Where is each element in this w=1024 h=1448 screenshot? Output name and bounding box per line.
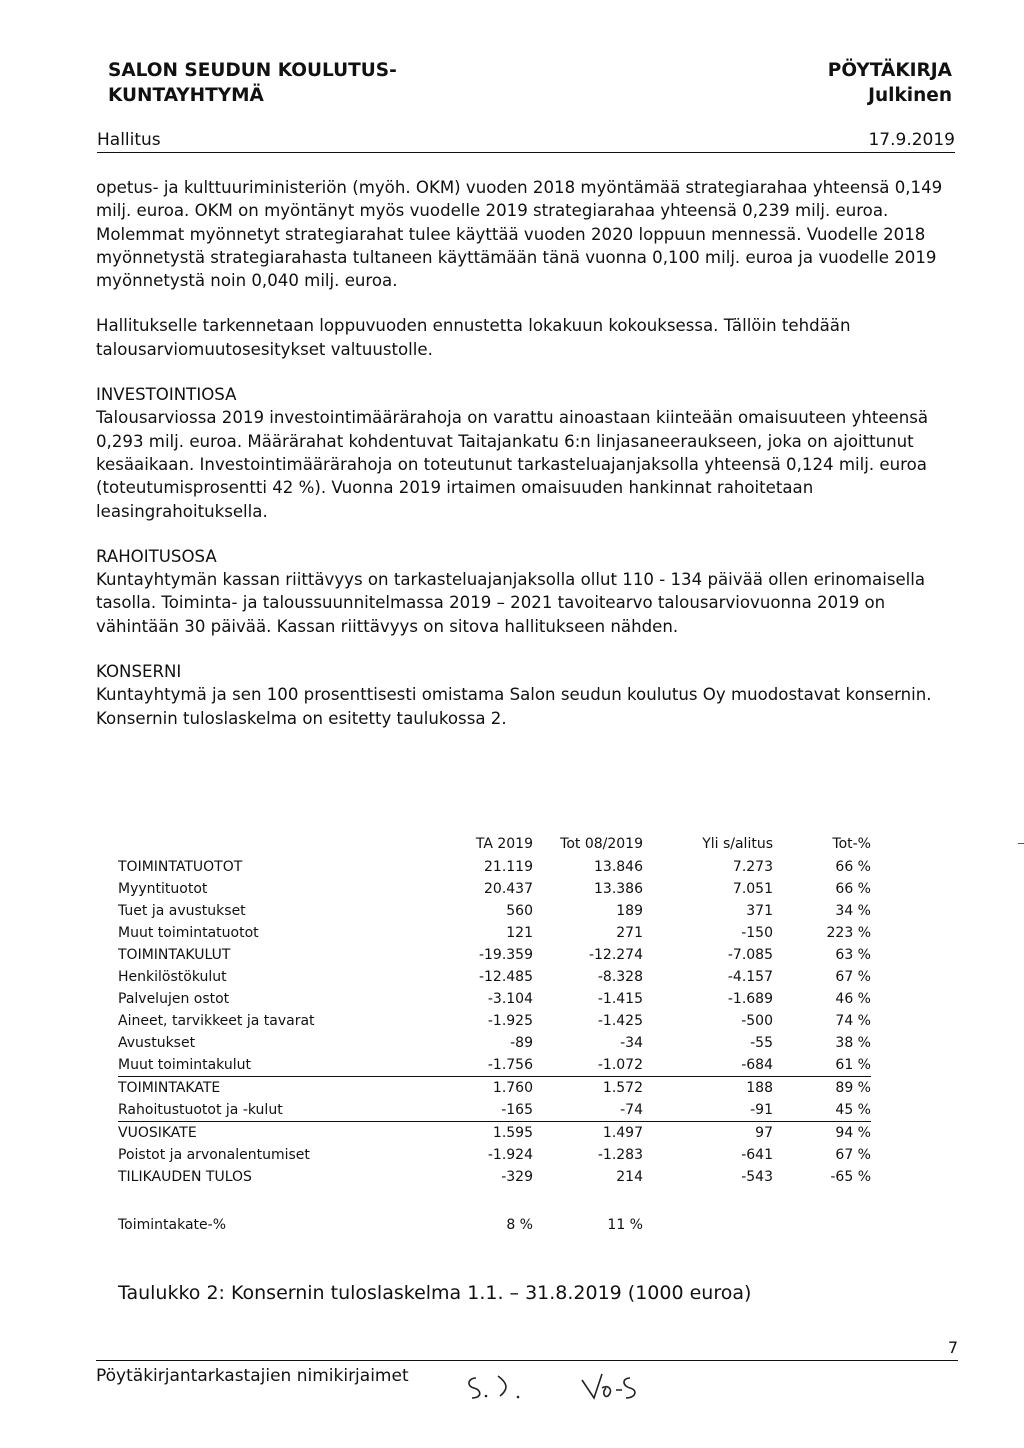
cell: -34 — [620, 1035, 643, 1051]
cell: 271 — [616, 925, 643, 941]
cell: -91 — [643, 1099, 773, 1122]
column-header: Tot 08/2019 — [560, 836, 643, 852]
table-row — [118, 1010, 871, 1032]
cell: -641 — [741, 1147, 773, 1163]
paragraph-text: Kuntayhtymän kassan riittävyys on tarkasteluajanjaksolla ollut 110 - 134 päivää ollen erinomaisella tasolla. Toiminta- ja taloussuunnitelmassa 2019 – 2021 tavoitearvo talousarviovuonna 2019 on vähintään 30 päivää. Kassan riittävyys on sitova hallitukseen nähden. — [96, 570, 926, 636]
table-caption: Taulukko 2: Konsernin tuloslaskelma 1.1. – 31.8.2019 (1000 euroa) — [118, 1282, 752, 1304]
cell: -165 — [453, 1099, 533, 1122]
cell: -4.157 — [727, 969, 773, 985]
table-header-row — [118, 832, 871, 856]
section-heading: INVESTOINTIOSA — [96, 385, 237, 405]
doc-type-label: PÖYTÄKIRJA — [827, 60, 952, 81]
table-row — [118, 1144, 871, 1166]
row-label: TOIMINTAKULUT — [118, 947, 231, 963]
cell: 560 — [506, 903, 533, 919]
cell: 188 — [746, 1080, 773, 1096]
cell: -543 — [741, 1169, 773, 1185]
paragraph-text: opetus- ja kulttuuriministeriön (myöh. OKM) vuoden 2018 myöntämää strategiarahaa yhteensä 0,149 milj. euroa. OKM on myöntänyt myös vuodelle 2019 strategiarahaa yhteensä 0,239 milj. euroa. Molemmat myönnetyt strategiarahat tulee käyttää vuoden 2020 loppuun mennessä. Vuodelle 2018 myönnetystä strategiarahasta tultaneen käyttämään tänä vuonna 0,100 milj. euroa ja vuodelle 2019 myönnetystä noin 0,040 milj. euroa. — [96, 178, 943, 291]
table-row — [118, 1122, 871, 1145]
table-row — [118, 1054, 871, 1077]
document-type — [828, 58, 952, 108]
paragraph-rahoitusosa — [96, 545, 966, 638]
row-label: TOIMINTAKATE — [118, 1080, 221, 1096]
row-label: Aineet, tarvikkeet ja tavarat — [118, 1013, 315, 1029]
cell: 74 % — [835, 1013, 871, 1029]
meeting-date: 17.9.2019 — [868, 130, 955, 150]
row-label: Tuet ja avustukset — [118, 903, 246, 919]
cell: -1.689 — [727, 991, 773, 1007]
cell: -7.085 — [727, 947, 773, 963]
cell: 189 — [616, 903, 643, 919]
income-statement-table — [118, 832, 871, 1236]
cell: 21.119 — [484, 859, 533, 875]
meeting-body: Hallitus — [97, 130, 161, 150]
cell: -74 — [533, 1099, 643, 1122]
cell: -500 — [741, 1013, 773, 1029]
column-header — [118, 832, 453, 856]
cell: 1.497 — [602, 1125, 643, 1141]
cell: 13.386 — [594, 881, 643, 897]
page-number: 7 — [947, 1338, 958, 1357]
row-label: Muut toimintatuotot — [118, 925, 259, 941]
cell: 13.846 — [594, 859, 643, 875]
paragraph — [96, 176, 966, 292]
body-text — [96, 176, 966, 752]
row-label: Henkilöstökulut — [118, 969, 227, 985]
cell: -1.072 — [533, 1054, 643, 1077]
cell: -1.415 — [597, 991, 643, 1007]
cell: -1.283 — [597, 1147, 643, 1163]
cell: 1.760 — [492, 1080, 533, 1096]
handwritten-initials — [462, 1360, 652, 1410]
cell: -1.924 — [487, 1147, 533, 1163]
table-row — [118, 922, 871, 944]
cell: 11 % — [607, 1217, 643, 1233]
edge-mark — [1018, 843, 1024, 844]
section-heading: KONSERNI — [96, 662, 182, 682]
cell: 223 % — [826, 925, 871, 941]
cell: 61 % — [773, 1054, 871, 1077]
cell: -12.274 — [588, 947, 643, 963]
org-line-1: SALON SEUDUN KOULUTUS- — [108, 60, 397, 81]
row-label: Myyntituotot — [118, 881, 208, 897]
table-row — [118, 966, 871, 988]
cell: -684 — [643, 1054, 773, 1077]
cell: 7.273 — [732, 859, 773, 875]
row-label: VUOSIKATE — [118, 1125, 197, 1141]
paragraph-text: Hallitukselle tarkennetaan loppuvuoden ennustetta lokakuun kokouksessa. Tällöin tehdään talousarviomuutosesitykset valtuustolle. — [96, 316, 851, 359]
column-header: TA 2019 — [475, 836, 533, 852]
table-row — [118, 878, 871, 900]
cell — [773, 1214, 871, 1236]
row-label: TOIMINTATUOTOT — [118, 859, 243, 875]
cell: 66 % — [835, 859, 871, 875]
cell: 7.051 — [732, 881, 773, 897]
cell: -1.925 — [487, 1013, 533, 1029]
table-row — [118, 900, 871, 922]
column-header: Tot-% — [832, 836, 871, 852]
row-label: TILIKAUDEN TULOS — [118, 1169, 252, 1185]
table-row — [118, 988, 871, 1010]
table-summary-row — [118, 1214, 871, 1236]
cell: -8.328 — [597, 969, 643, 985]
table-row — [118, 944, 871, 966]
cell: 1.595 — [492, 1125, 533, 1141]
cell: 67 % — [835, 969, 871, 985]
cell: -19.359 — [478, 947, 533, 963]
table-row — [118, 1032, 871, 1054]
table-row — [118, 1077, 871, 1100]
section-heading: RAHOITUSOSA — [96, 546, 217, 566]
row-label: Palvelujen ostot — [118, 991, 230, 1007]
cell: 121 — [506, 925, 533, 941]
cell: 66 % — [835, 881, 871, 897]
cell: -55 — [750, 1035, 773, 1051]
table-row — [118, 1166, 871, 1188]
cell: 38 % — [835, 1035, 871, 1051]
meeting-header-row — [97, 130, 955, 153]
cell: 34 % — [835, 903, 871, 919]
paragraph — [96, 314, 966, 361]
cell: -329 — [501, 1169, 533, 1185]
footer-label: Pöytäkirjantarkastajien nimikirjaimet — [96, 1366, 409, 1386]
cell: -89 — [510, 1035, 533, 1051]
cell — [643, 1214, 773, 1236]
paragraph-investointiosa — [96, 383, 966, 523]
cell: 67 % — [835, 1147, 871, 1163]
organization-name — [108, 58, 397, 108]
cell: -1.425 — [597, 1013, 643, 1029]
table-row — [118, 856, 871, 878]
cell: -65 % — [830, 1169, 871, 1185]
row-label: Muut toimintakulut — [118, 1054, 453, 1077]
cell: 371 — [746, 903, 773, 919]
cell: -12.485 — [478, 969, 533, 985]
org-line-2: KUNTAYHTYMÄ — [108, 85, 264, 106]
column-header: Yli s/alitus — [702, 836, 773, 852]
table-row — [118, 1099, 871, 1122]
cell: 63 % — [835, 947, 871, 963]
cell: 94 % — [835, 1125, 871, 1141]
paragraph-text: Kuntayhtymä ja sen 100 prosenttisesti omistama Salon seudun koulutus Oy muodostavat konsernin. Konsernin tuloslaskelma on esitetty taulukossa 2. — [96, 685, 932, 728]
cell: 89 % — [835, 1080, 871, 1096]
cell: 214 — [616, 1169, 643, 1185]
cell: -150 — [741, 925, 773, 941]
paragraph-text: Talousarviossa 2019 investointimäärärahoja on varattu ainoastaan kiinteään omaisuuteen yhteensä 0,293 milj. euroa. Määrärahat kohdentuvat Taitajankatu 6:n linjasaneeraukseen, joka on ajoittunut kesäaikaan. Investointimäärärahoja on toteutunut tarkasteluajanjaksolla yhteensä 0,124 milj. euroa (toteutumisprosentti 42 %). Vuonna 2019 irtaimen omaisuuden hankinnat rahoitetaan leasingrahoituksella. — [96, 408, 929, 521]
row-label: Avustukset — [118, 1035, 196, 1051]
spacer-cell — [118, 1188, 871, 1214]
paragraph-konserni — [96, 660, 966, 730]
cell: 1.572 — [602, 1080, 643, 1096]
cell: 20.437 — [484, 881, 533, 897]
cell: 8 % — [506, 1217, 533, 1233]
row-label: Rahoitustuotot ja -kulut — [118, 1099, 453, 1122]
cell: -3.104 — [487, 991, 533, 1007]
row-label: Toimintakate-% — [118, 1217, 226, 1233]
cell: -1.756 — [453, 1054, 533, 1077]
row-label: Poistot ja arvonalentumiset — [118, 1147, 310, 1163]
cell: 46 % — [835, 991, 871, 1007]
cell: 45 % — [773, 1099, 871, 1122]
doc-status-label: Julkinen — [868, 85, 952, 106]
cell: 97 — [755, 1125, 773, 1141]
table-spacer-row — [118, 1188, 871, 1214]
